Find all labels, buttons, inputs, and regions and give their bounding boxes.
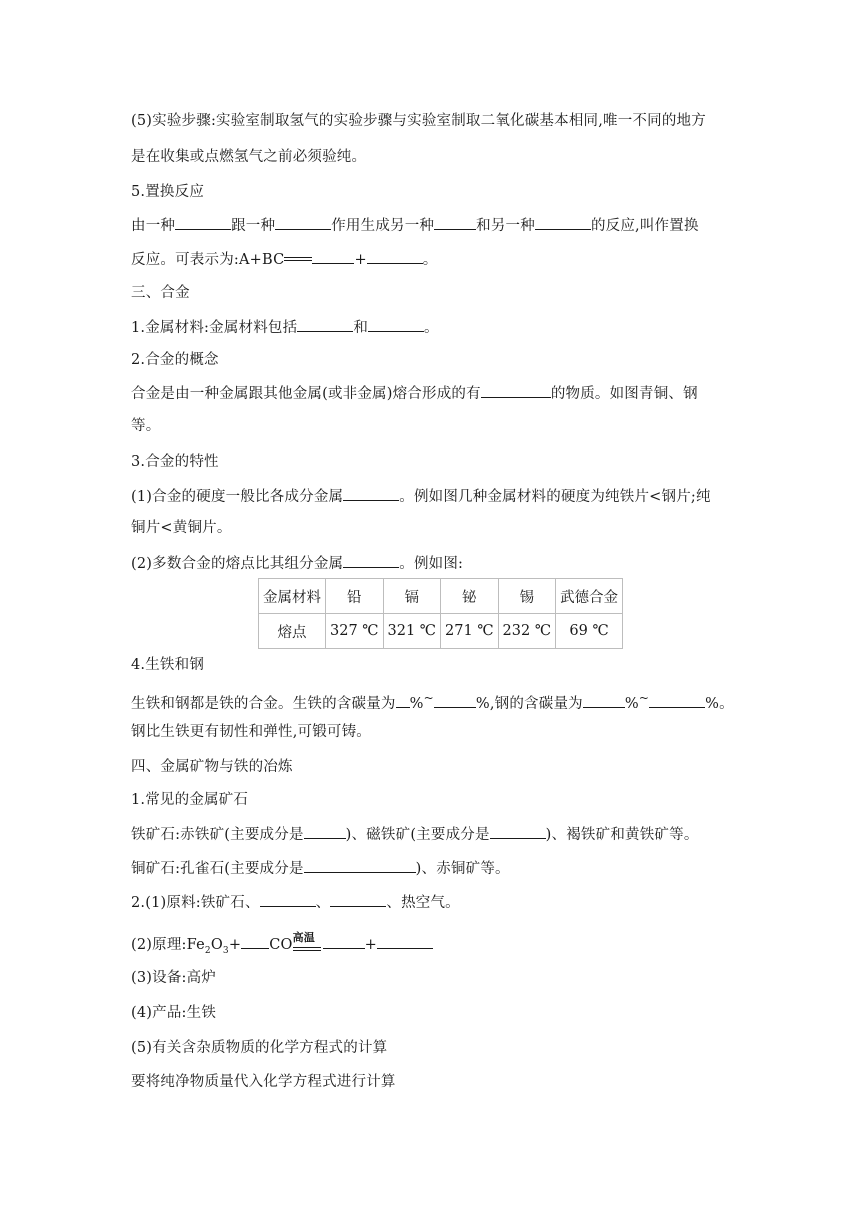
text: 。 (424, 320, 439, 336)
text: CO (269, 937, 293, 953)
section-heading (131, 452, 219, 472)
text-line (131, 1072, 396, 1092)
table-cell: 327 ℃ (326, 614, 384, 649)
text: 2.(1)原料:铁矿石、 (131, 895, 260, 911)
fill-blank[interactable] (175, 214, 231, 230)
text: 铜片<黄铜片。 (131, 520, 232, 536)
text-line (131, 316, 439, 338)
text-line (131, 416, 160, 436)
text: 、 (315, 895, 331, 911)
fill-blank[interactable] (323, 933, 365, 949)
text: )、赤铜矿等。 (415, 861, 510, 877)
subscript: 3 (222, 945, 229, 956)
text: 铜矿石:孔雀石(主要成分是 (131, 861, 304, 877)
fill-blank[interactable] (312, 248, 354, 264)
text: 作用生成另一种 (331, 218, 435, 234)
text: %。 (705, 695, 734, 712)
text: 等。 (131, 418, 161, 434)
text: 跟一种 (231, 218, 276, 234)
table-cell: 镉 (383, 579, 441, 614)
condition-label: 高温 (292, 930, 315, 944)
text: % (409, 695, 424, 712)
text: 钢比生铁更有韧性和弹性,可锻可铸。 (131, 724, 372, 740)
text: (3)设备:高炉 (131, 970, 217, 986)
fill-blank[interactable] (275, 214, 331, 230)
table-cell: 熔点 (259, 614, 326, 649)
text-line (131, 823, 699, 845)
text: 1.常见的金属矿石 (131, 792, 249, 808)
fill-blank[interactable] (343, 552, 399, 568)
section-heading (131, 182, 204, 202)
table-cell: 铅 (326, 579, 384, 614)
text: 三、合金 (131, 285, 190, 301)
section-heading (131, 790, 248, 810)
text: 。例如图: (399, 556, 464, 572)
text-line (131, 688, 734, 714)
text: 反应。可表示为:A+BC (131, 252, 285, 268)
tilde-mark: ~ (638, 691, 650, 705)
text: 。 (422, 252, 438, 268)
text-line (131, 722, 371, 742)
fill-blank[interactable] (241, 933, 269, 949)
text-line (131, 552, 463, 574)
fill-blank[interactable] (434, 692, 476, 708)
text: (2)原理:Fe (131, 937, 205, 953)
fill-blank[interactable] (649, 692, 705, 708)
text-line (131, 485, 711, 507)
table-cell: 232 ℃ (498, 614, 556, 649)
fill-blank[interactable] (304, 823, 346, 839)
text: 铁矿石:赤铁矿(主要成分是 (131, 827, 304, 843)
text: 生铁和钢都是铁的合金。生铁的含碳量为 (131, 695, 396, 712)
text-line (131, 857, 510, 879)
text: %,钢的含碳量为 (475, 695, 583, 712)
fill-blank[interactable] (490, 823, 546, 839)
fill-blank[interactable] (377, 933, 433, 949)
section-heading (131, 655, 204, 675)
fill-blank[interactable] (434, 214, 476, 230)
text: (5)实验步骤:实验室制取氢气的实验步骤与实验室制取二氧化碳基本相同,唯一不同的地方 (131, 113, 706, 129)
text-line (131, 930, 433, 961)
fill-blank[interactable] (368, 316, 424, 332)
text: + (354, 252, 367, 268)
text: + (364, 937, 377, 953)
text: 四、金属矿物与铁的冶炼 (131, 759, 293, 775)
text: (4)产品:生铁 (131, 1005, 217, 1021)
text: )、褐铁矿和黄铁矿等。 (545, 827, 699, 843)
text: 的物质。如图青铜、钢 (550, 386, 698, 402)
text: )、磁铁矿(主要成分是 (345, 827, 490, 843)
table-row (259, 614, 623, 649)
fill-blank[interactable] (481, 382, 551, 398)
fill-blank[interactable] (583, 692, 625, 708)
fill-blank[interactable] (304, 857, 416, 873)
text: 要将纯净物质量代入化学方程式进行计算 (131, 1074, 396, 1090)
fill-blank[interactable] (330, 891, 386, 907)
text-line (131, 1038, 387, 1058)
text-line (131, 248, 438, 270)
equals-sign (293, 947, 321, 953)
table-cell: 锡 (498, 579, 556, 614)
reaction-condition (292, 930, 323, 961)
text: (5)有关含杂质物质的化学方程式的计算 (131, 1040, 388, 1056)
text: 和另一种 (476, 218, 535, 234)
tilde-mark: ~ (423, 691, 434, 705)
text: 是在收集或点燃氢气之前必须验纯。 (131, 149, 367, 165)
text: 合金是由一种金属跟其他金属(或非金属)熔合形成的有 (131, 386, 481, 402)
text: 3.合金的特性 (131, 454, 219, 470)
text-line (131, 968, 216, 988)
text-line (131, 1003, 216, 1023)
section-heading (131, 283, 190, 303)
fill-blank[interactable] (260, 891, 316, 907)
text: 。例如图几种金属材料的硬度为纯铁片<钢片;纯 (399, 489, 711, 505)
section-heading (131, 350, 219, 370)
fill-blank[interactable] (343, 485, 399, 501)
melting-point-table (258, 578, 623, 649)
text-line (131, 147, 366, 167)
text: 的反应,叫作置换 (590, 218, 699, 234)
text: 2.合金的概念 (131, 352, 219, 368)
table-cell: 铋 (441, 579, 499, 614)
text: (1)合金的硬度一般比各成分金属 (131, 489, 344, 505)
text: (2)多数合金的熔点比其组分金属 (131, 556, 344, 572)
text: O (210, 937, 223, 953)
text-line (131, 111, 706, 131)
text-line (131, 382, 698, 404)
table-header-row (259, 579, 623, 614)
table-cell: 69 ℃ (556, 614, 623, 649)
equals-sign (284, 257, 312, 263)
text: + (228, 937, 242, 953)
table-cell: 271 ℃ (441, 614, 499, 649)
text: 、热空气。 (386, 895, 460, 911)
table-cell: 武德合金 (556, 579, 623, 614)
text: 和 (353, 320, 369, 336)
subscript: 2 (204, 945, 211, 956)
section-heading (131, 757, 293, 777)
text: 由一种 (131, 218, 176, 234)
text: % (624, 695, 639, 712)
fill-blank[interactable] (535, 214, 591, 230)
fill-blank[interactable] (396, 692, 410, 708)
table-cell: 321 ℃ (383, 614, 441, 649)
text: 4.生铁和钢 (131, 657, 205, 673)
table-cell: 金属材料 (259, 579, 326, 614)
text: 5.置换反应 (131, 184, 205, 200)
text-line (131, 518, 232, 538)
text-line (131, 214, 699, 236)
fill-blank[interactable] (297, 316, 353, 332)
text: 1.金属材料:金属材料包括 (131, 320, 298, 336)
text-line (131, 891, 460, 913)
fill-blank[interactable] (367, 248, 423, 264)
